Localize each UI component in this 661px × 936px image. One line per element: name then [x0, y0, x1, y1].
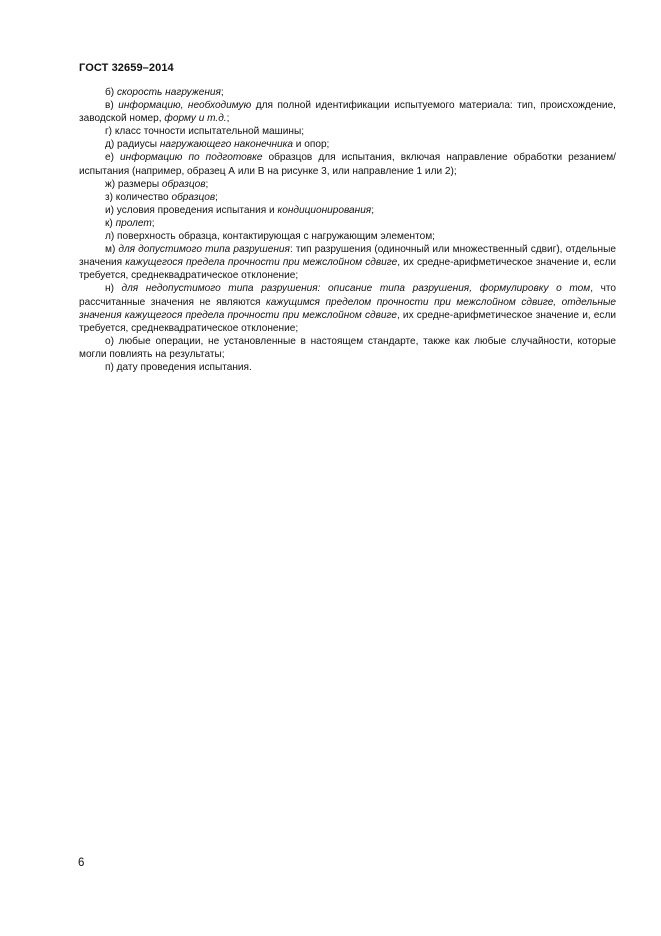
list-item-text: ; — [226, 113, 230, 125]
list-item-text: , их средне-арифметическое значение и, если требуется, среднеквадратическое отклонение; — [79, 309, 616, 334]
list-item-text: з) количество — [105, 191, 172, 203]
list-item-text: форму и т.д. — [164, 113, 227, 125]
list-item-text: б) — [105, 87, 117, 98]
list-item-text: в) — [105, 100, 119, 112]
list-item-text: пролет — [115, 217, 152, 229]
list-item — [79, 243, 616, 282]
list-item-text: для недопустимого типа разрушения: описание типа разрушения, формулировку о том — [121, 283, 591, 295]
list-item-text: ; — [220, 87, 224, 98]
list-item-text: и) условия проведения испытания и — [105, 204, 278, 216]
list-item-text: н) — [105, 283, 122, 295]
list-item — [79, 125, 616, 138]
page-number: 6 — [78, 857, 85, 869]
list-item-text: информацию по подготовке — [120, 152, 263, 164]
list-item — [79, 178, 616, 191]
list-item-text: : тип разрушения (одиночный или множественный сдвиг), отдельные значения — [79, 244, 617, 269]
list-item-text: г) класс точности испытательной машины; — [105, 126, 305, 138]
list-item-text: образцов — [161, 178, 206, 190]
list-item — [79, 86, 616, 99]
list-item-text: ; — [371, 204, 375, 216]
list-item-text: о) любые операции, не установленные в настоящем стандарте, также как любые случайности, которые могли повлиять на результаты; — [79, 335, 616, 360]
list-item-text: информацию, необходимую — [118, 100, 252, 112]
list-item — [79, 191, 616, 204]
list-item-text: и опор; — [293, 139, 330, 151]
list-item-text: образцов — [171, 191, 216, 203]
list-item-text: л) поверхность образца, контактирующая с нагружающим элементом; — [105, 231, 435, 243]
list-item — [79, 151, 616, 177]
list-item-text: ; — [151, 217, 155, 229]
list-item-text: для полной идентификации испытуемого материала: тип, происхождение, заводской номер, — [79, 100, 616, 125]
list-item-text: к) — [105, 217, 116, 229]
list-item-text: , их средне-арифметическое значение и, если требуется, среднеквадратическое отклонение; — [79, 257, 617, 282]
list-item-text: нагружающего наконечника — [159, 139, 293, 151]
list-item-text: для допустимого типа разрушения — [118, 244, 290, 256]
list-item — [79, 335, 616, 361]
list-item-text: кажущимся пределом прочности при межслойном сдвиге, отдельные значения кажущегося предела прочности при межслойном сдвиге — [79, 296, 617, 321]
list-item-text: ; — [205, 178, 209, 190]
list-item-text: п) дату проведения испытания. — [105, 361, 252, 373]
list-item-text: скорость нагружения — [116, 87, 221, 98]
list-item-text: ; — [215, 191, 218, 203]
document-body — [79, 86, 616, 374]
list-item-text: м) — [105, 244, 119, 256]
standard-header: ГОСТ 32659–2014 — [79, 62, 174, 74]
list-item — [79, 217, 616, 230]
list-item-text: образцов для испытания, включая направление обработки резанием/испытания (например, образец А или В на рисунке 3, или направление 1 или 2); — [79, 152, 616, 177]
list-item-text: кажущегося предела прочности при межслойном сдвиге — [125, 257, 398, 269]
list-item-text: е) — [105, 152, 121, 164]
list-item — [79, 282, 616, 334]
list-item — [79, 138, 616, 151]
list-item — [79, 361, 616, 374]
list-item-text: д) радиусы — [105, 139, 160, 151]
list-item — [79, 230, 616, 243]
list-item-text: , что рассчитанные значения не являются — [79, 283, 616, 308]
list-item-text: ж) размеры — [105, 178, 162, 190]
list-item — [79, 99, 616, 125]
list-item-text: кондиционирования — [277, 204, 372, 216]
list-item — [79, 204, 616, 217]
